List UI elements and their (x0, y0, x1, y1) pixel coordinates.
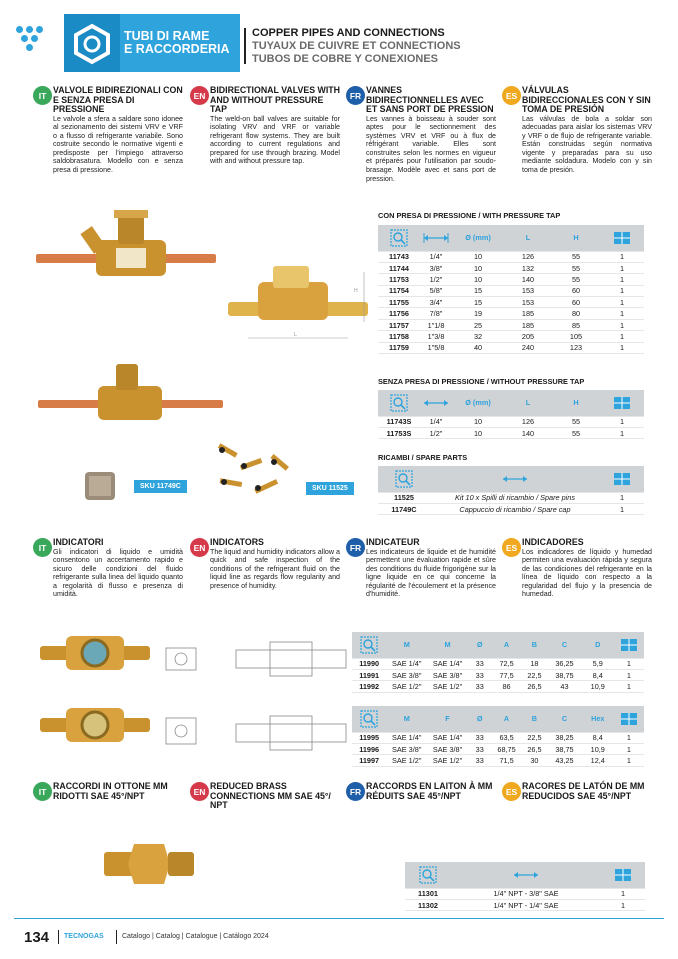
lang-badge-en: EN (190, 782, 209, 801)
product-code: 11996 (352, 743, 386, 754)
table-cell: 22,5 (522, 732, 548, 743)
section-body: Les vannes à boisseau à souder sont aptes pour le sectionnement des systèmes VRV et VRF ou à flux de réfrigérant variable. Elles sont construites selon les normes en vigueur et préparés pour l'utilisation par soudo-brasage. Modèle avec et sans port de pression. (366, 114, 496, 183)
table-cell: 132 (504, 262, 552, 273)
table-cell: 10,9 (582, 743, 614, 754)
table-cell: 15 (452, 285, 504, 296)
col-header: H (552, 225, 600, 251)
section-title: REDUCED BRASS CONNECTIONS MM SAE 45°/ NPT (210, 781, 331, 810)
table-cell: 1"1/8 (420, 319, 452, 330)
col-header: L (504, 225, 552, 251)
valves-en (190, 86, 340, 166)
package-col-icon (614, 706, 644, 732)
section-body: Gli indicatori di liquido e umidità consentono un accertamento rapido e sicuro delle condizioni del fluido refrigerante sulla linea del liquido quanto a regolarità di flusso e presenza di umidità. (53, 547, 183, 599)
table-title-with-tap: CON PRESA DI PRESSIONE / WITH PRESSURE TAP (378, 211, 561, 220)
section-body: The liquid and humidity indicators allow a quick and safe inspection of the conditions of the refrigerant fluid on the liquid line as regards flow regularity and presence of humidity. (210, 547, 340, 590)
lang-badge-it: IT (33, 538, 52, 557)
col-header: C (547, 632, 581, 658)
table-cell: 71,5 (492, 755, 522, 766)
table-cell: 33 (468, 669, 492, 680)
table-row (378, 297, 644, 308)
section-title: INDICADORES (522, 537, 584, 547)
package-col-icon (600, 225, 644, 251)
reducers-fr (346, 782, 496, 801)
table-cell: 123 (552, 342, 600, 353)
table-cell: 1 (600, 274, 644, 285)
size-col-icon (451, 862, 601, 888)
col-header: B (522, 706, 548, 732)
table-reducers (405, 862, 645, 911)
table-cell: 140 (504, 427, 552, 438)
hex-nut-icon (64, 14, 120, 72)
table-cell: 55 (552, 262, 600, 273)
size-col-icon (420, 390, 452, 416)
code-col-icon (378, 466, 430, 492)
package-col-icon (614, 632, 644, 658)
spare-pins-image (210, 440, 300, 515)
table-cell: 63,5 (492, 732, 522, 743)
reducer-fitting-image (104, 838, 194, 895)
table-cell: 126 (504, 416, 552, 427)
table-cell: 8,4 (582, 732, 614, 743)
table-cell: 8,4 (582, 669, 614, 680)
table-cell: 10 (452, 251, 504, 262)
table-row (352, 732, 644, 743)
valve-drawing (228, 262, 368, 347)
product-code: 11758 (378, 331, 420, 342)
col-header: Hex (582, 706, 614, 732)
table-cell: 185 (504, 319, 552, 330)
table-cell: 22,5 (522, 669, 548, 680)
table-cell: 3/4" (420, 297, 452, 308)
lang-badge-en: EN (190, 86, 209, 105)
table-cell: 1 (614, 743, 644, 754)
table-cell: 1 (600, 251, 644, 262)
col-header: D (582, 632, 614, 658)
table-row (352, 669, 644, 680)
col-header: M (427, 632, 468, 658)
section-title: RACORES DE LATÓN DE MM REDUCIDOS SAE 45°/NPT (522, 781, 645, 801)
table-cell: 1 (600, 427, 644, 438)
table-cell: 86 (492, 681, 522, 692)
table-without-tap (378, 390, 644, 439)
table-cell: 1 (601, 888, 645, 899)
col-header: M (386, 706, 427, 732)
col-header: L (504, 390, 552, 416)
reducers-es (502, 782, 652, 801)
product-code: 11301 (405, 888, 451, 899)
lang-badge-es: ES (502, 782, 521, 801)
svg-text:L: L (294, 332, 297, 338)
table-cell: 126 (504, 251, 552, 262)
table-body (405, 888, 645, 911)
col-header: B (522, 632, 548, 658)
table-row (378, 427, 644, 438)
section-body: Les indicateurs de liquide et de humidité permettent une évaluation rapide et sûre des conditions du fluide frigorigène sur la ligne liquide en ce qui concerne la régularité de l'écoulement et la présence d'humidité. (366, 547, 496, 599)
reducers-it (33, 782, 183, 801)
section-body: Le valvole a sfera a saldare sono idonee al sezionamento dei sistemi VRV e VRF o a flusso di refrigerante variabile. Sono costruite secondo le normative vigenti e predisposte per l'impiego attraverso saldobrasatura. Modello con e senza presa di pressione. (53, 114, 183, 175)
valves-es (502, 86, 652, 175)
section-title: RACCORDI IN OTTONE MM RIDOTTI SAE 45°/NPT (53, 781, 168, 801)
table-cell: 38,25 (547, 732, 581, 743)
table-cell: 10,9 (582, 681, 614, 692)
table-cell: Kit 10 x Spilli di ricambio / Spare pins (430, 492, 600, 503)
table-cell: SAE 1/2" (427, 755, 468, 766)
table-row (378, 342, 644, 353)
table-cell: SAE 3/8" (427, 669, 468, 680)
indicator-mf-drawing (160, 710, 350, 765)
table-cell: SAE 1/2" (386, 755, 427, 766)
table-cell: 153 (504, 297, 552, 308)
product-code: 11759 (378, 342, 420, 353)
table-body (378, 416, 644, 439)
table-cell: 43 (547, 681, 581, 692)
product-code: 11749C (378, 503, 430, 514)
col-header: Ø (468, 706, 492, 732)
package-col-icon (600, 390, 644, 416)
table-cell: 1 (600, 492, 644, 503)
col-header: Ø (mm) (452, 390, 504, 416)
table-cell: 55 (552, 427, 600, 438)
lang-badge-fr: FR (346, 538, 365, 557)
product-code: 11744 (378, 262, 420, 273)
product-code: 11992 (352, 681, 386, 692)
header-divider (244, 28, 246, 64)
page-title-it: TUBI DI RAME E RACCORDERIA (124, 29, 230, 56)
table-indicator-mm (352, 632, 644, 693)
table-cell: 55 (552, 416, 600, 427)
table-row (378, 503, 644, 514)
table-cell: 3/8" (420, 262, 452, 273)
section-title: INDICATORS (210, 537, 264, 547)
catalog-label: Catalogo | Catalog | Catalogue | Catálogo 2024 (122, 933, 269, 940)
table-cell: 15 (452, 297, 504, 308)
table-indicator-mf (352, 706, 644, 767)
package-col-icon (601, 862, 645, 888)
table-cell: 1/4" (420, 251, 452, 262)
table-row (378, 262, 644, 273)
valves-it (33, 86, 183, 175)
table-cell: 38,75 (547, 743, 581, 754)
table-cell: 36,25 (547, 658, 581, 669)
code-col-icon (378, 390, 420, 416)
valves-fr (346, 86, 496, 183)
table-row (378, 274, 644, 285)
table-cell: 18 (522, 658, 548, 669)
product-code: 11995 (352, 732, 386, 743)
table-with-tap (378, 225, 644, 354)
lang-badge-en: EN (190, 538, 209, 557)
table-cell: 33 (468, 732, 492, 743)
indicators-es (502, 538, 652, 599)
table-cell: 205 (504, 331, 552, 342)
product-code: 11525 (378, 492, 430, 503)
table-body (378, 251, 644, 354)
lang-badge-it: IT (33, 782, 52, 801)
table-cell: 10 (452, 262, 504, 273)
product-code: 11743S (378, 416, 420, 427)
table-cell: SAE 1/4" (386, 658, 427, 669)
footer-divider (58, 930, 59, 944)
table-cell: 1/4" NPT - 3/8" SAE (451, 888, 601, 899)
table-row (352, 743, 644, 754)
table-cell: Cappuccio di ricambio / Spare cap (430, 503, 600, 514)
section-title: INDICATORI (53, 537, 104, 547)
table-cell: 1 (614, 732, 644, 743)
table-cell: 12,4 (582, 755, 614, 766)
code-col-icon (378, 225, 420, 251)
section-title: RACCORDS EN LAITON À MM RÉDUITS SAE 45°/NPT (366, 781, 493, 801)
code-col-icon (352, 706, 386, 732)
table-cell: 5/8" (420, 285, 452, 296)
table-row (378, 285, 644, 296)
table-cell: 26,5 (522, 743, 548, 754)
table-cell: SAE 1/2" (386, 681, 427, 692)
size-col-icon (430, 466, 600, 492)
table-cell: 10 (452, 274, 504, 285)
page-title-multilang: COPPER PIPES AND CONNECTIONS TUYAUX DE CUIVRE ET CONNECTIONS TUBOS DE COBRE Y CONEXIONES (252, 27, 461, 65)
indicators-fr (346, 538, 496, 599)
section-body: The weld-on ball valves are suitable for isolating VRV and VRF or variable refrigerant flow systems. They are built according to current regulations and prepared for use through brazing. Model with and without pressure tap. (210, 114, 340, 166)
table-cell: 10 (452, 416, 504, 427)
table-cell: 1 (601, 899, 645, 910)
product-code: 11753S (378, 427, 420, 438)
table-row (378, 308, 644, 319)
table-cell: 1"3/8 (420, 331, 452, 342)
product-code: 11755 (378, 297, 420, 308)
table-cell: 1 (600, 503, 644, 514)
table-cell: 55 (552, 274, 600, 285)
table-cell: 1"5/8 (420, 342, 452, 353)
table-cell: 33 (468, 681, 492, 692)
col-header: A (492, 706, 522, 732)
table-row (405, 899, 645, 910)
code-col-icon (352, 632, 386, 658)
table-cell: 72,5 (492, 658, 522, 669)
indicators-it (33, 538, 183, 599)
table-cell: 55 (552, 251, 600, 262)
table-row (405, 888, 645, 899)
product-code: 11997 (352, 755, 386, 766)
table-cell: 60 (552, 285, 600, 296)
table-cell: SAE 1/2" (427, 681, 468, 692)
page-number: 134 (24, 929, 50, 946)
col-header: Ø (mm) (452, 225, 504, 251)
sku-label-cap: SKU 11749C (134, 480, 187, 493)
table-row (378, 416, 644, 427)
table-body (352, 658, 644, 692)
table-cell: 5,9 (582, 658, 614, 669)
table-cell: 1 (600, 285, 644, 296)
table-cell: 85 (552, 319, 600, 330)
code-col-icon (405, 862, 451, 888)
col-header: F (427, 706, 468, 732)
footer-rule (14, 918, 664, 919)
table-spare (378, 466, 644, 515)
table-cell: 1 (600, 319, 644, 330)
lang-badge-es: ES (502, 538, 521, 557)
table-cell: SAE 1/4" (427, 732, 468, 743)
table-cell: 1 (600, 297, 644, 308)
product-code: 11743 (378, 251, 420, 262)
table-cell: 1 (600, 416, 644, 427)
spare-cap-image (83, 468, 117, 509)
table-cell: 240 (504, 342, 552, 353)
table-cell: SAE 1/4" (386, 732, 427, 743)
sku-label-pins: SKU 11525 (306, 482, 354, 495)
lang-badge-fr: FR (346, 86, 365, 105)
table-title-spare: RICAMBI / SPARE PARTS (378, 453, 468, 462)
product-code: 11757 (378, 319, 420, 330)
section-title: VÁLVULAS BIDIRECCIONALES CON Y SIN TOMA DE PRESIÓN (522, 85, 651, 114)
table-row (378, 492, 644, 503)
table-cell: SAE 1/4" (427, 658, 468, 669)
section-title: VALVOLE BIDIREZIONALI CON E SENZA PRESA DI PRESSIONE (53, 85, 183, 114)
indicator-mm-image (40, 628, 150, 683)
table-cell: 1 (614, 755, 644, 766)
table-row (352, 755, 644, 766)
table-cell: 1 (614, 669, 644, 680)
table-cell: 80 (552, 308, 600, 319)
section-body: Las válvulas de bola a soldar son adecuadas para aislar los sistemas VRV y VRF o de flujo de refrigerante variable. Están construidas según normativa vigente y preparadas para su uso mediante soldadura. Modelo con y sin toma de presión. (522, 114, 652, 175)
col-header: A (492, 632, 522, 658)
package-col-icon (600, 466, 644, 492)
lang-badge-it: IT (33, 86, 52, 105)
table-cell: 38,75 (547, 669, 581, 680)
size-col-icon (420, 225, 452, 251)
table-cell: 33 (468, 755, 492, 766)
table-cell: 60 (552, 297, 600, 308)
table-cell: 1/4" NPT - 1/4" SAE (451, 899, 601, 910)
table-cell: SAE 3/8" (427, 743, 468, 754)
table-cell: 1 (600, 331, 644, 342)
table-cell: 140 (504, 274, 552, 285)
table-row (352, 681, 644, 692)
table-cell: 25 (452, 319, 504, 330)
valve-without-tap-image (38, 362, 223, 427)
product-code: 11302 (405, 899, 451, 910)
col-header: Ø (468, 632, 492, 658)
table-cell: SAE 3/8" (386, 669, 427, 680)
lang-badge-es: ES (502, 86, 521, 105)
table-cell: 1 (600, 342, 644, 353)
table-cell: 43,25 (547, 755, 581, 766)
table-cell: 1 (614, 681, 644, 692)
table-cell: 1 (600, 308, 644, 319)
col-header: H (552, 390, 600, 416)
section-body: Los indicadores de líquido y humedad permiten una evaluación rápida y segura de las condiciones del refrigerante en la línea de líquido con respecto a la regularidad del flujo y la presencia de humedad. (522, 547, 652, 599)
indicator-mf-image (40, 700, 150, 755)
table-row (378, 251, 644, 262)
table-cell: SAE 3/8" (386, 743, 427, 754)
table-cell: 1/2" (420, 427, 452, 438)
table-row (378, 331, 644, 342)
table-cell: 33 (468, 743, 492, 754)
table-cell: 19 (452, 308, 504, 319)
table-cell: 185 (504, 308, 552, 319)
table-cell: 10 (452, 427, 504, 438)
table-cell: 77,5 (492, 669, 522, 680)
table-body (352, 732, 644, 766)
table-cell: 30 (522, 755, 548, 766)
table-title-without-tap: SENZA PRESA DI PRESSIONE / WITHOUT PRESSURE TAP (378, 377, 585, 386)
table-cell: 1/4" (420, 416, 452, 427)
col-header: C (547, 706, 581, 732)
product-code: 11753 (378, 274, 420, 285)
table-cell: 1 (614, 658, 644, 669)
table-cell: 153 (504, 285, 552, 296)
lang-badge-fr: FR (346, 782, 365, 801)
indicators-en (190, 538, 340, 590)
table-body (378, 492, 644, 515)
product-code: 11756 (378, 308, 420, 319)
table-cell: 33 (468, 658, 492, 669)
table-row (352, 658, 644, 669)
product-code: 11754 (378, 285, 420, 296)
svg-text:H: H (354, 288, 358, 294)
product-code: 11990 (352, 658, 386, 669)
brand-dots-icon (16, 26, 56, 56)
section-title: INDICATEUR (366, 537, 420, 547)
table-cell: 32 (452, 331, 504, 342)
table-cell: 1 (600, 262, 644, 273)
table-cell: 40 (452, 342, 504, 353)
product-code: 11991 (352, 669, 386, 680)
section-title: BIDIRECTIONAL VALVES WITH AND WITHOUT PRESSURE TAP (210, 85, 340, 114)
table-row (378, 319, 644, 330)
table-cell: 7/8" (420, 308, 452, 319)
col-header: M (386, 632, 427, 658)
table-cell: 68,75 (492, 743, 522, 754)
table-cell: 26,5 (522, 681, 548, 692)
footer-divider (116, 930, 117, 944)
reducers-en (190, 782, 340, 811)
brand-name: TECNOGAS (64, 933, 104, 940)
indicator-mm-drawing (160, 636, 350, 691)
section-title: VANNES BIDIRECTIONNELLES AVEC ET SANS PORT DE PRESSION (366, 85, 494, 114)
table-cell: 105 (552, 331, 600, 342)
valve-with-tap-image (36, 206, 216, 291)
table-cell: 1/2" (420, 274, 452, 285)
